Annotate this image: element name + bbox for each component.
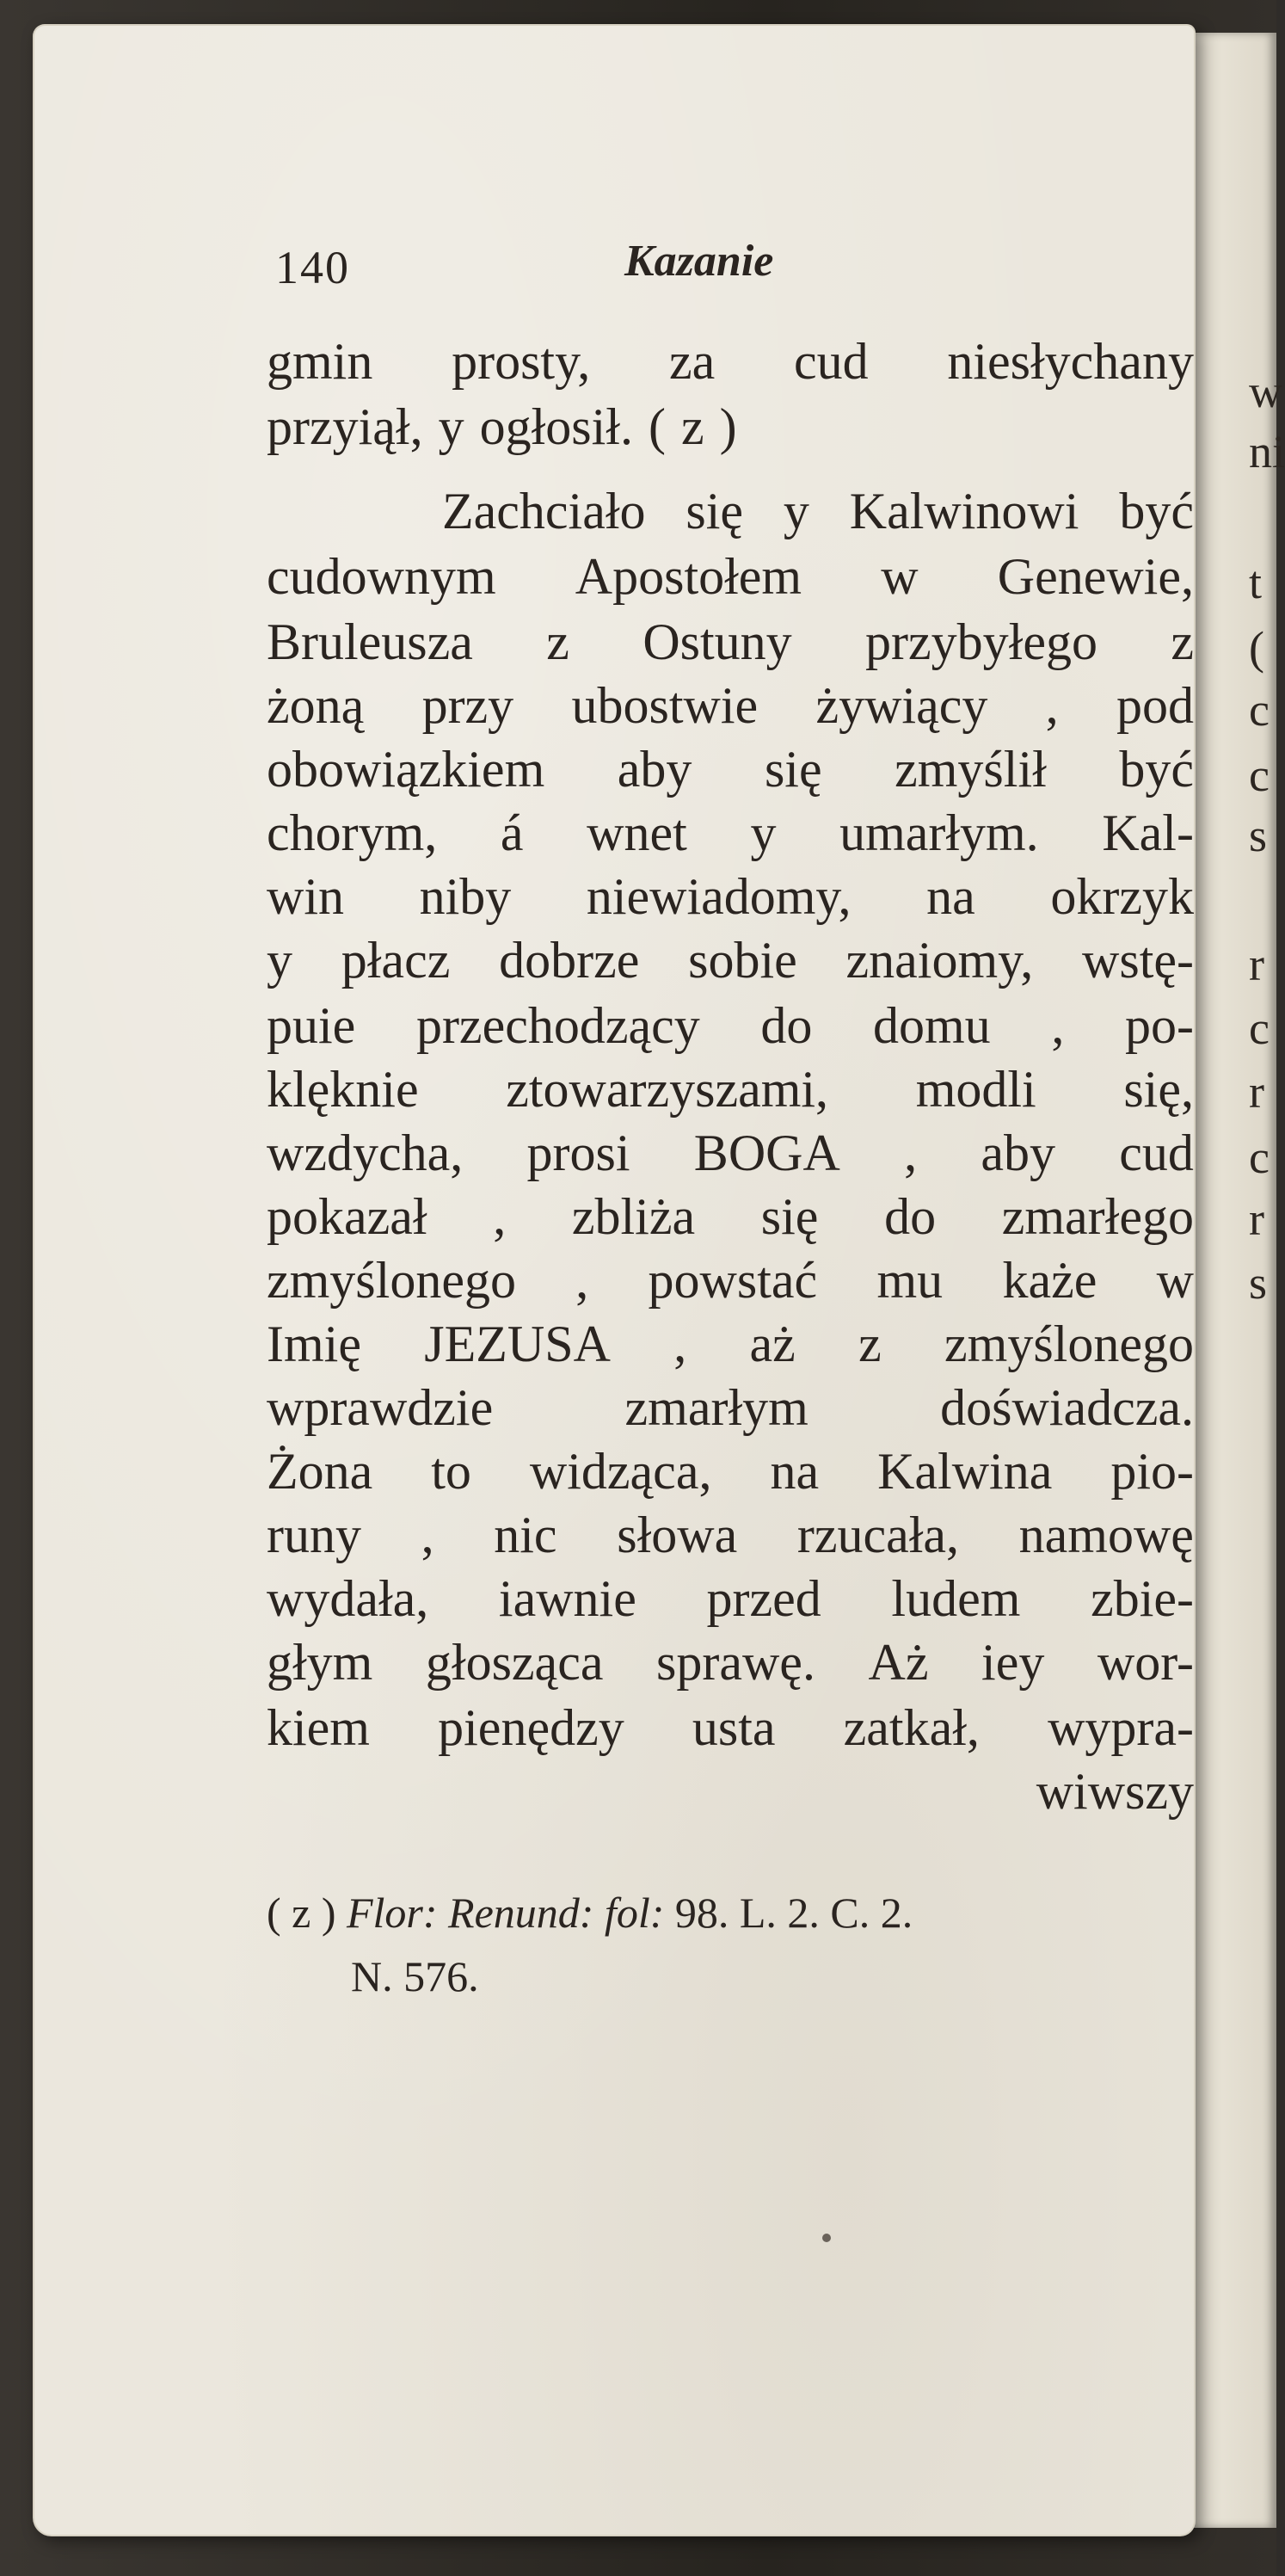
word: prosty, xyxy=(452,333,591,390)
text-line xyxy=(442,485,1194,537)
word: przy xyxy=(421,677,514,734)
word: wprawdzie xyxy=(267,1379,494,1436)
word: Imię xyxy=(267,1316,361,1372)
word: pod xyxy=(1116,677,1194,734)
word: Aż xyxy=(868,1634,929,1691)
word: płacz xyxy=(341,932,451,989)
word: y xyxy=(438,398,464,455)
word: y xyxy=(783,483,809,539)
running-head: Kazanie xyxy=(624,237,774,286)
word: runy xyxy=(267,1507,361,1563)
word: w xyxy=(1156,1252,1194,1309)
word: domu xyxy=(873,997,991,1054)
fragment: c xyxy=(1249,684,1270,736)
word: z xyxy=(546,613,569,670)
fragment: s xyxy=(1249,1257,1268,1309)
word: po- xyxy=(1124,997,1194,1054)
word: na xyxy=(926,868,975,925)
word: , xyxy=(421,1507,434,1563)
word: z xyxy=(680,398,704,455)
text-line xyxy=(267,1699,1194,1756)
fragment: r xyxy=(1249,939,1264,990)
word: wnet xyxy=(587,804,687,861)
text-line xyxy=(267,613,1194,670)
text-line xyxy=(267,548,1194,605)
word: głosząca xyxy=(425,1634,604,1691)
word: cud xyxy=(793,333,869,390)
word: się, xyxy=(1123,1061,1194,1118)
word: każe xyxy=(1002,1252,1097,1309)
word: , xyxy=(493,1188,507,1245)
word: wstę- xyxy=(1082,932,1194,989)
word: wypra- xyxy=(1048,1699,1194,1756)
adjacent-page-edge xyxy=(1187,33,1285,2528)
text-line xyxy=(267,1252,1194,1309)
word: , xyxy=(1051,997,1065,1054)
word: y xyxy=(750,804,777,861)
word: mu xyxy=(876,1252,944,1309)
word: usta xyxy=(692,1699,776,1756)
text-line xyxy=(267,932,1194,989)
word: aby xyxy=(981,1125,1056,1181)
word: okrzyk xyxy=(1050,868,1194,925)
text-line xyxy=(267,741,1194,798)
word: chorym, xyxy=(267,804,438,861)
word: żywiący xyxy=(815,677,988,734)
word: y xyxy=(267,932,292,989)
word: win xyxy=(267,868,344,925)
word: wor- xyxy=(1097,1634,1194,1691)
text-line xyxy=(267,868,1194,925)
word: do xyxy=(884,1188,937,1245)
word: Żona xyxy=(267,1443,373,1500)
fragment: r xyxy=(1249,1066,1264,1118)
word: cud xyxy=(1119,1125,1194,1181)
word: obowiązkiem xyxy=(267,741,545,798)
word: zbie- xyxy=(1091,1570,1194,1627)
word: Zachciało xyxy=(442,483,646,539)
footnote-reference: 98. L. 2. C. 2. xyxy=(674,1889,913,1937)
page-number: 140 xyxy=(275,242,350,293)
word: ludem xyxy=(891,1570,1021,1627)
text-line xyxy=(267,1379,1194,1436)
text-line xyxy=(267,997,1194,1054)
text-line xyxy=(267,1318,1194,1370)
word: aby xyxy=(617,741,692,798)
word: dobrze xyxy=(499,932,640,989)
word: zatkał, xyxy=(843,1699,980,1756)
text-line xyxy=(267,398,1194,455)
word: cudownym xyxy=(267,548,496,605)
fragment: c xyxy=(1249,1002,1270,1054)
word: , xyxy=(673,1316,687,1372)
word: puie xyxy=(267,997,356,1054)
page-text xyxy=(33,24,1196,2536)
fragment: c xyxy=(1249,749,1270,801)
word: głym xyxy=(267,1634,373,1691)
text-line xyxy=(267,1127,1194,1179)
word: iawnie xyxy=(498,1570,636,1627)
word: Apostołem xyxy=(575,548,802,605)
text-line xyxy=(267,333,1194,390)
word: niesłychany xyxy=(947,333,1194,390)
text-line xyxy=(267,1061,1194,1118)
text-line xyxy=(267,677,1194,734)
word: na xyxy=(770,1443,820,1500)
word: sobie xyxy=(688,932,797,989)
fragment: ni xyxy=(1249,426,1285,478)
word: nic xyxy=(494,1507,557,1563)
word: Ostuny xyxy=(642,613,792,670)
word: się xyxy=(686,483,744,539)
word: się xyxy=(760,1188,819,1245)
word: Bruleusza xyxy=(267,613,473,670)
word: doświadcza. xyxy=(940,1379,1194,1436)
word: , xyxy=(575,1252,589,1309)
book-page xyxy=(33,24,1196,2536)
footnote-line-1 xyxy=(267,1888,913,1938)
text-line xyxy=(267,1570,1194,1627)
word: za xyxy=(668,333,716,390)
word: ogłosił. xyxy=(479,398,633,455)
word: ztowarzyszami, xyxy=(506,1061,829,1118)
fragment: ( xyxy=(1249,622,1264,674)
word: BOGA xyxy=(693,1125,840,1181)
word: z xyxy=(1171,613,1194,670)
word: widząca, xyxy=(529,1443,712,1500)
word: JEZUSA xyxy=(424,1316,611,1372)
word: powstać xyxy=(648,1252,818,1309)
text-line xyxy=(267,1188,1194,1245)
word: klęknie xyxy=(267,1061,419,1118)
word: wydała, xyxy=(267,1570,429,1627)
word: przyiął, xyxy=(267,398,423,455)
word: zbliża xyxy=(571,1188,696,1245)
footnote-marker: ( z ) xyxy=(267,1889,336,1937)
word: iey xyxy=(981,1634,1045,1691)
word: umarłym. xyxy=(839,804,1039,861)
fragment: t xyxy=(1249,557,1263,608)
word: niewiadomy, xyxy=(586,868,852,925)
word: zmarłym xyxy=(624,1379,809,1436)
word: , xyxy=(1045,677,1059,734)
word: się xyxy=(764,741,822,798)
text-line xyxy=(267,1634,1194,1691)
footnote-source: Flor: Renund: fol: xyxy=(347,1889,665,1937)
word: zmarłego xyxy=(1001,1188,1194,1245)
word: przechodzący xyxy=(415,997,700,1054)
word: kiem xyxy=(267,1699,370,1756)
word: namowę xyxy=(1018,1507,1194,1563)
catchword: wiwszy xyxy=(1036,1763,1194,1820)
word: sprawę. xyxy=(656,1634,815,1691)
word: ( xyxy=(648,398,666,455)
ink-speck xyxy=(822,2234,831,2242)
word: Kalwinowi xyxy=(849,483,1079,539)
word: z xyxy=(858,1316,882,1372)
word: rzucała, xyxy=(796,1507,960,1563)
word: ) xyxy=(719,398,737,455)
word: á xyxy=(500,804,524,861)
word: aż xyxy=(749,1316,796,1372)
word: Kalwina xyxy=(877,1443,1053,1500)
word: gmin xyxy=(267,333,373,390)
word: Kal- xyxy=(1102,804,1194,861)
fragment: r xyxy=(1249,1193,1264,1245)
word: pienędzy xyxy=(438,1699,624,1756)
fragment: c xyxy=(1249,1131,1270,1183)
text-line xyxy=(267,1443,1194,1500)
word: przed xyxy=(706,1570,821,1627)
word: zmyślonego xyxy=(944,1316,1194,1372)
word: Genewie, xyxy=(997,548,1194,605)
word: żoną xyxy=(267,677,365,734)
word: ubostwie xyxy=(571,677,759,734)
fragment: w xyxy=(1249,366,1282,417)
word: do xyxy=(760,997,813,1054)
word: pokazał xyxy=(267,1188,427,1245)
word: zmyślił xyxy=(895,741,1047,798)
word: wzdycha, xyxy=(267,1125,464,1181)
word: to xyxy=(431,1443,471,1500)
word: zmyślonego xyxy=(267,1252,516,1309)
word: być xyxy=(1119,741,1194,798)
text-line xyxy=(267,804,1194,861)
word: niby xyxy=(419,868,512,925)
word: prosi xyxy=(526,1125,630,1181)
word: w xyxy=(881,548,919,605)
word: słowa xyxy=(617,1507,738,1563)
word: przybyłego xyxy=(865,613,1097,670)
word: być xyxy=(1119,483,1194,539)
footnote-line-2: N. 576. xyxy=(351,1952,479,2000)
text-line xyxy=(267,1509,1194,1561)
word: pio- xyxy=(1110,1443,1194,1500)
word: znaiomy, xyxy=(845,932,1034,989)
word: , xyxy=(904,1125,918,1181)
word: modli xyxy=(915,1061,1036,1118)
fragment: s xyxy=(1249,810,1268,861)
